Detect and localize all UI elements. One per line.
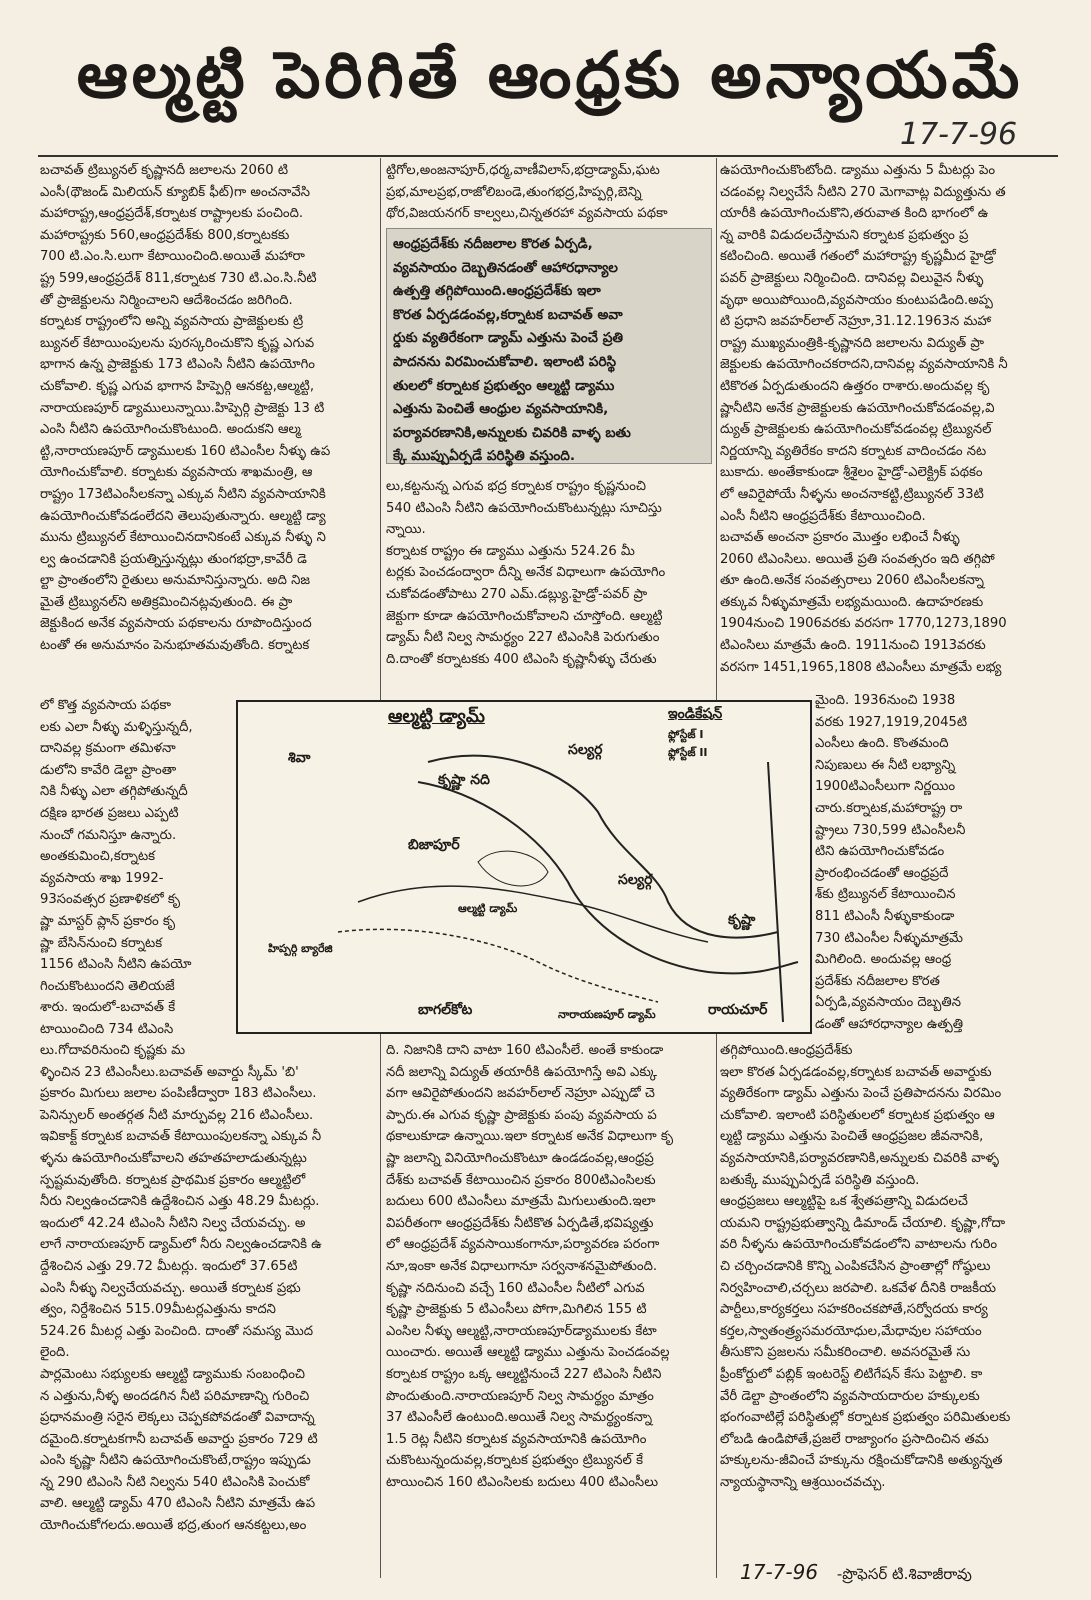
text-line: వరకు 1927,1919,2045టి: [815, 714, 968, 730]
text-line: నూ,ఇంకా అనేక విధాలుగానూ సర్వనాశనమైపోతుంది.: [386, 1258, 658, 1274]
text-line: వ్యవసాయానికి,పర్యావరణానికి,అన్నులకు చివరికి వాళ్ళ: [720, 1150, 1000, 1166]
text-line: ల్వ ఉంచడానికి ప్రయత్నిస్తున్నట్లు తుంగభద్రా,కావేరీ డె: [40, 551, 307, 567]
text-line: పాదనను విరమించుకోవాలి. ఇలాంటి పరిస్థి: [393, 353, 617, 370]
text-line: లో ఆవిరైపోయే నీళ్ళను అంచనాకట్టి,ట్రిబ్యునల్ 33టి: [720, 486, 984, 502]
text-line: 730 టిఎంసీల నీళ్ళుమాత్రమే: [815, 930, 963, 946]
text-line: ప్రదేశ్‌కు నదీజలాల కొరత: [815, 973, 940, 989]
text-line: ల్టా ప్రాంతంలోని రైతులు అనుమానిస్తున్నారు. అది నిజ: [40, 573, 310, 589]
text-line: లోబడి ఉండిపోతే,ప్రజలే రాజ్యాంగం ప్రసాదించిన తమ: [720, 1431, 989, 1447]
text-line: శ్‌కు ట్రిబ్యునల్ కేటాయించిన: [815, 887, 956, 903]
text-line: చి చర్చించడానికి కొన్ని ఎంపికచేసిన ప్రాంతాల్లో గోష్ఠులు: [720, 1258, 991, 1274]
text-line: వేరీ డెల్టా ప్రాంతంలోని వ్యవసాయదారుల హక్కులకు: [720, 1388, 980, 1404]
map-label: కృష్ణా: [728, 912, 756, 928]
text-line: వ్యవసాయం దెబ్బతినడంతో ఆహారధాన్యాల: [393, 259, 618, 276]
text-line: 93సంవత్సర ప్రణాళికలో కృ: [40, 892, 181, 908]
text-line: న్న వారికి విడుదలచేస్తామని కర్నాటక ప్రభుత్వం ప్ర: [720, 227, 969, 243]
text-line: పర్యావరణానికి,అన్నులకు చివరికి వాళ్ళ బతు: [393, 424, 631, 441]
text-line: తగ్గిపోయింది.ఆంధ్రప్రదేశ్‌కు: [720, 1043, 853, 1058]
text-line: న్నాయి.: [386, 522, 426, 538]
text-line: శారు. ఇందులో-బచావత్ కే: [40, 1000, 176, 1016]
text-line: పెనిన్సులర్ అంతర్గత నీటి మార్పువల్ల 216 టిఎంసీలు.: [40, 1107, 314, 1123]
signature-date: 17-7-96: [740, 1560, 819, 1584]
text-line: ఇలా కొరత ఏర్పడడంవల్ల,కర్నాటక బచావత్ అవార్డుకు: [720, 1064, 992, 1080]
text-line: నుంచో గమనిస్తూ ఉన్నారు.: [40, 827, 177, 843]
text-line: దమైంది.కర్నాటకగానీ బచావత్ అవార్డు ప్రకారం 729 టి: [40, 1431, 318, 1447]
boundary: [338, 929, 658, 1002]
text-line: చుకోవాలి. కృష్ణ ఎగువ భాగాన హిప్పెర్గి ఆనకట్ట,ఆల్మట్టి,: [40, 378, 315, 394]
text-line: 1156 టిఎంసి నీటిని ఉపయో: [40, 957, 192, 973]
text-line: లో కొత్త వ్యవసాయ పథకా: [40, 698, 171, 713]
text-line: ఎత్తును పెంచితే ఆంధ్రుల వ్యవసాయానికి,: [393, 401, 609, 418]
text-line: ప్రీంకోర్టులో పబ్లిక్ ఇంటరెస్ట్ లిటిగేషన్ కేసు పెట్టాలి. కా: [720, 1366, 983, 1382]
map-label: రాయచూర్: [708, 1002, 768, 1018]
text-line: ఎంసీలు ఉంది. కొంతమంది: [815, 736, 949, 752]
text-line: మహారాష్ట్రకు 560,ఆంధ్రప్రదేశ్‌కు 800,కర్నాటకకు: [40, 227, 290, 243]
text-line: తులలో కర్నాటక ప్రభుత్వం ఆల్మట్టి డ్యాము: [393, 377, 615, 394]
text-line: ఎంసి నీళ్ళు నిల్వచేయవచ్చు. అయితే కర్నాటక ప్రభు: [40, 1280, 301, 1296]
column-3-bottom: [720, 1040, 1056, 1490]
text-line: న ఎత్తును,నీళ్ళ అందడగిన నీటి పరిమాణాన్ని గురించి: [40, 1388, 310, 1404]
map-label: సల్యర్గ: [568, 742, 603, 758]
map-drawing: [238, 702, 810, 1032]
text-line: కృష్ణా ప్రాజెక్టుకు 5 టిఎంసీలు పోగా,మిగిలిన 155 టి: [386, 1302, 647, 1318]
text-line: దానివల్ల క్రమంగా తమిళనా: [40, 741, 176, 757]
map-label: బిజాపూర్: [408, 837, 460, 853]
text-line: ఆంధ్రప్రజలు ఆల్మట్టిపై ఒక శ్వేతపత్రాన్ని విడుదలచే: [720, 1194, 968, 1210]
text-line: వరి నీళ్ళను ఉపయోగించుకోవడంలోని వాటాలను గురిం: [720, 1237, 998, 1253]
text-line: వరసగా 1451,1965,1808 టిఎంసీలు మాత్రమే లభ్య: [720, 659, 1002, 675]
text-line: ఎంసి నీటిని ఉపయోగించుకొంటుంది. అందుకని ఆల్మ: [40, 422, 301, 438]
author: -ప్రొఫెసర్ టి.శివాజీరావు: [836, 1565, 972, 1583]
text-line: టాయించింది 734 టిఎంసి: [40, 1021, 174, 1037]
text-line: ళ్ళను ఉపయోగించుకోవాలని తహతహలాడుతున్నట్లు: [40, 1150, 307, 1166]
column-1-bottom: [40, 1040, 378, 1580]
text-line: 37 టిఎంసీలే ఉంటుంది.అయితే నిల్వ సామర్థ్యంకన్నా: [386, 1410, 653, 1426]
column-3-mid: [815, 690, 1055, 1035]
text-line: వ్యతిరేకంగా డ్యామ్ ఎత్తును పెంచే ప్రతిపాదనను విరమిం: [720, 1086, 1002, 1102]
text-line: గించుకొంటుందని తెలియజే: [40, 978, 175, 994]
river-branch: [358, 886, 708, 942]
column-2-bottom: [386, 1040, 712, 1580]
text-line: ప్పారు.ఈ ఎగువ కృష్ణా ప్రాజెక్టుకు పంపు వ్యవసాయ ప: [386, 1107, 657, 1123]
text-line: థకాలుకూడా ఉన్నాయి.ఇలా కర్నాటక అనేక విధాలుగా కృ: [386, 1129, 673, 1145]
text-line: న్యాయస్థానాన్ని ఆశ్రయించవచ్చు.: [720, 1474, 886, 1490]
text-line: ఎంసీ నీటిని ఆంధ్రప్రదేశ్‌కు కేటాయించింది.: [720, 508, 926, 524]
text-line: ఎంసిల నీళ్ళు ఆల్మట్టి,నారాయణపూర్‌డ్యాములకు కేటా: [386, 1323, 657, 1339]
map-legend-title: ఇండికేషన్: [668, 706, 723, 722]
text-line: టంతో ఈ అనుమానం పెనుభూతమవుతోంది. కర్నాటక: [40, 638, 310, 654]
text-line: భాగాన ఉన్న ప్రాజెక్టుకు 173 టిఎంసి నీటిని ఉపయోగిం: [40, 357, 315, 373]
text-line: ష్ట్ర 599,ఆంధ్రప్రదేశ్ 811,కర్నాటక 730 టి.ఎం.సి.నీటి: [40, 270, 317, 286]
text-line: లాగే నారాయణపూర్ డ్యామ్‌లో నీరు నిల్వఉంచడానికి ఉ: [40, 1237, 322, 1253]
text-line: ఉపయోగించుకొంటోంది. డ్యాము ఎత్తును 5 మీటర్లు పెం: [720, 163, 995, 178]
text-line: త్వం, నిర్దేశించిన 515.09మీటర్లఎత్తును కాదని: [40, 1302, 276, 1318]
text-line: ఆంధ్రప్రదేశ్‌కు నదీజలాల కొరత ఏర్పడి,: [393, 236, 593, 252]
text-line: వాలి. ఆల్మట్టి డ్యామ్ 470 టిఎంసి నీటిని మాత్రమే ఉప: [40, 1496, 316, 1512]
text-line: 700 టి.ఎం.సి.లుగా కేటాయించింది.అయితే మహారా: [40, 249, 305, 265]
text-line: బుకాదు. అంతేకాకుండా శ్రీశైలం హైడ్రో-ఎలెక్ట్రిక్ పథకం: [720, 465, 983, 481]
text-line: చుకోవాలి. ఇలాంటి పరిస్థితులలో కర్నాటక ప్రభుత్వం ఆ: [720, 1107, 995, 1123]
text-line: ళ్ళించిన 23 టిఎంసీలు.బచావత్ అవార్డు స్కీమ్ 'బి': [40, 1064, 299, 1080]
map-label: నారాయణపూర్ డ్యామ్: [558, 1008, 656, 1021]
text-line: స్పష్టమవుతోంది. కర్నాటక ప్రాథమిక ప్రకారం ఆల్మట్టిలో: [40, 1172, 306, 1188]
text-line: చుకోవడంతోపాటు 270 ఎమ్.డబ్ల్యు.హైడ్రో-పవర్ ప్రా: [386, 586, 648, 602]
text-line: యమని రాష్ట్రప్రభుత్వాన్ని డిమాండ్ చేయాలి. కృష్ణా,గోదా: [720, 1215, 1006, 1231]
text-line: వ్యవసాయ శాఖ 1992-: [40, 870, 164, 886]
text-line: ష్ణా జలాన్ని వినియోగించుకొంటూ ఉండడంవల్ల,ఆంధ్రప్ర: [386, 1150, 654, 1166]
map-title: ఆల్మట్టి డ్యామ్: [388, 706, 485, 727]
text-line: నిపుణులు ఈ నీటి లభ్యాన్ని: [815, 757, 956, 773]
map-legend-item: ఫ్లోస్టేజ్ II: [668, 746, 708, 759]
text-line: కర్నాటక రాష్ట్రంలోని అన్ని వ్యవసాయ ప్రాజెక్టులకు ట్రి: [40, 314, 304, 330]
text-line: టాయించిన 160 టిఎంసిలకు బదులు 400 టిఎంసీలు: [386, 1474, 659, 1490]
text-line: టిని ఉపయోగించుకోవడం: [815, 844, 945, 860]
text-line: భంగంవాటిల్లే పరిస్థితుల్లో కర్నాటక ప్రభుత్వం పరిమితులకు: [720, 1410, 1011, 1426]
text-line: ప్రారంభించడంతో ఆంధ్రప్రదే: [815, 865, 949, 881]
text-line: మహారాష్ట్ర,ఆంధ్రప్రదేశ్,కర్నాటక రాష్ట్రాలకు పంచింది.: [40, 206, 304, 222]
text-line: యించారు. అయితే ఆల్మట్టి డ్యాము ఎత్తును పెంచడంవల్ల: [386, 1345, 670, 1361]
text-line: న్న 290 టిఎంసి నీటి నిల్వను 540 టిఎంసికి పెంచుకో: [40, 1474, 310, 1490]
text-line: జెక్టుగా కూడా ఉపయోగించుకోవాలని చూస్తోంది. ఆల్మట్టి: [386, 608, 663, 624]
text-line: టర్లకు పెంచడంద్వారా దీన్ని అనేక విధాలుగా ఉపయోగిం: [386, 565, 666, 581]
text-line: మైంది. 1936నుంచి 1938: [815, 693, 956, 708]
text-line: నదీ జలాన్ని విద్యుత్ తయారీకి ఉపయోగిస్తే అవి ఎక్కు: [386, 1064, 658, 1080]
text-line: దక్షిణ భారత ప్రజలు ఎప్పటి: [40, 805, 179, 821]
text-line: ష్ణానీటిని అనేక ప్రాజెక్టులకు ఉపయోగించుకోవడంవల్ల,వి: [720, 400, 995, 416]
text-line: నికి నీళ్ళు ఎలా తగ్గిపోతున్నదీ: [40, 784, 188, 800]
text-line: ర్డుకు వ్యతిరేకంగా డ్యామ్ ఎత్తును పెంచే ప్రతి: [393, 330, 624, 347]
text-line: 811 టిఎంసీ నీళ్ళుకాకుండా: [815, 908, 955, 924]
text-line: 2060 టిఎంసిలు. అయితే ప్రతి సంవత్సరం ఇది తగ్గిపో: [720, 551, 995, 567]
text-line: కర్నాటక రాష్ట్రం ఒక్క ఆల్మట్టినుంచే 227 టిఎంసి నీటిని: [386, 1366, 662, 1382]
text-line: ష్ణా బేసిన్‌నుంచి కర్నాటక: [40, 935, 163, 951]
text-line: డులోని కావేరి డెల్టా ప్రాంతా: [40, 762, 177, 778]
text-line: తూ ఉంది.అనేక సంవత్సరాలు 2060 టిఎంసీలకన్నా: [720, 573, 984, 589]
text-line: టికొరత ఏర్పడుతుందని ఉత్తరం రాశారు.అందువల్ల కృ: [720, 378, 990, 394]
text-line: కృష్ణా నదినుంచి వచ్చే 160 టిఎంసీల నీటిలో ఎగువ: [386, 1280, 645, 1296]
text-line: కటించింది. అయితే గతంలో మహారాష్ట్ర కృష్ణమీద హైడ్రో: [720, 249, 996, 265]
text-line: ప్రభ,మాలప్రభ,రాజోలిబండె,తుంగభద్ర,హిప్పర్గి,బెన్ని: [386, 184, 642, 200]
map-label: హిప్పర్గి బ్యారేజి: [268, 942, 333, 955]
text-line: లకు ఎలా నీళ్ళు మళ్ళిస్తున్నదీ,: [40, 719, 193, 735]
text-line: ష్ణా మాస్టర్ ప్లాన్ ప్రకారం కృ: [40, 913, 176, 929]
signature: [740, 1560, 972, 1587]
map-legend-item: ఫ్లోస్టేజ్ I: [668, 728, 704, 741]
text-line: ష్ట్రాలు 730,599 టిఎంసీలనీ: [815, 822, 966, 838]
text-line: హక్కులను-జీవించే హక్కును రక్షించుకోడానికి అత్యున్నత: [720, 1453, 1003, 1469]
text-line: జెక్టులకు ఉపయోగించకరాదని,దానివల్ల వ్యవసాయానికి నీ: [720, 357, 1008, 373]
text-line: నీరు నిల్వఉంచడానికి ఉద్దేశించిన ఎత్తు 48.29 మీటర్లు.: [40, 1194, 320, 1210]
text-line: 1900టిఎంసీలుగా నిర్ణయిం: [815, 779, 956, 795]
column-2-top: [386, 160, 712, 225]
text-line: తక్కువ నీళ్ళుమాత్రమే లభ్యమయింది. ఉదాహరణకు: [720, 594, 984, 610]
text-line: బచావత్ అంచనా ప్రకారం మొత్తం లభించే నీళ్ళు: [720, 530, 960, 546]
text-line: బతుక్కే ముప్పుఏర్పడే పరిస్థితి వస్తుంది.: [720, 1172, 920, 1188]
railway: [768, 762, 783, 1022]
column-3-top: [720, 160, 1056, 690]
text-line: లో ఆంధ్రప్రదేశ్ వ్యవసాయికంగానూ,పర్యావరణ పరంగా: [386, 1237, 660, 1253]
text-line: ద్యుత్ ప్రాజెక్టులకు ఉపయోగించుకోవడంవల్ల ట్రిబ్యునల్: [720, 422, 992, 438]
text-line: చడంవల్ల నిల్వచేసే నీటిని 270 మెగావాట్ల విద్యుత్తును త: [720, 184, 1006, 200]
text-line: ద్దేశించిన ఎత్తు 29.72 మీటర్లు. ఇందులో 37.65టి: [40, 1258, 298, 1274]
text-line: జెక్టుకింద అనేక వ్యవసాయ పథకాలను రూపొందిస్తుంద: [40, 616, 312, 632]
text-line: ఉపయోగించుకోవడంలేదని తెలుపుతున్నారు. ఆల్మట్టి డ్యా: [40, 508, 326, 524]
text-line: ప్రకారం మిగులు జలాల పంపిణీద్వారా 183 టిఎంసీలు.: [40, 1086, 317, 1102]
text-line: పవర్ ప్రాజెక్టులు నిర్మించింది. దానివల్ల విలువైన నీళ్ళు: [720, 270, 984, 286]
text-line: ఇందులో 42.24 టిఎంసి నీటిని నిల్వ చేయవచ్చు. అ: [40, 1215, 306, 1231]
text-line: లైంది.: [40, 1345, 70, 1361]
text-line: పొందుతుంది.నారాయణపూర్ నిల్వ సామర్థ్యం మాత్రం: [386, 1388, 654, 1404]
text-line: లు,కట్టనున్న ఎగువ భద్ర కర్నాటక రాష్ట్రం కృష్ణనుంచి: [386, 479, 647, 494]
text-line: చారు.కర్నాటక,మహారాష్ట్ర రా: [815, 800, 963, 816]
map-label: కృష్ణా నది: [438, 772, 490, 788]
text-line: కర్తల,స్వాతంత్ర్యసమరయోధుల,మేధావుల సహాయం: [720, 1323, 982, 1339]
text-line: వృథా అయిపోయింది,వ్యవసాయం కుంటుపడింది.అప్ప: [720, 292, 993, 308]
text-line: వగా ఆవిరైపోతుందని జవహర్‌లాల్ నెహ్రూ ఎప్పుడో చె: [386, 1086, 655, 1102]
text-line: యోగించుకోగలదు.అయితే భద్ర,తుంగ ఆనకట్టలు,అం: [40, 1518, 307, 1534]
text-line: కొరత ఏర్పడడంవల్ల,కర్నాటక బచావత్ అవా: [393, 306, 623, 323]
map-label: బాగల్‌కోట: [418, 1002, 473, 1018]
map-label: ఆల్మట్టి డ్యామ్: [458, 902, 518, 915]
text-line: 1.5 రెట్ల నీటిని కర్నాటక వ్యవసాయానికి ఉపయోగిం: [386, 1431, 647, 1447]
dam-map: [236, 700, 812, 1034]
divider: [38, 155, 1058, 157]
text-line: ప్రధానమంత్రి సరైన లెక్కలు చెప్పకపోవడంతో వివాదాన్న: [40, 1410, 315, 1426]
highlight-box: [386, 228, 712, 464]
text-line: ఎంసి కృష్ణా నీటిని ఉపయోగించుకొంటే,రాష్ట్రం ఇప్పుడు: [40, 1453, 311, 1469]
text-line: క్కే ముప్పుఏర్పడే పరిస్థితి వస్తుంది.: [393, 448, 576, 465]
text-line: టిఎంసిలు మాత్రమే ఉంది. 1911నుంచి 1913వరకు: [720, 638, 986, 654]
text-line: యారీకి ఉపయోగించుకొని,తరువాత కింది భాగంలో ఉ: [720, 206, 989, 222]
text-line: ట్టిగోల,అంజనాపూర్,ధర్మ,వాణీవిలాస్,భద్రాడ్యామ్,ఘట: [386, 163, 660, 178]
text-line: చుకొంటున్నందువల్ల,కర్నాటక ప్రభుత్వం ట్రిబ్యునల్ కే: [386, 1453, 643, 1469]
text-line: దేశ్‌కు బచావత్ కేటాయించిన ప్రకారం 800టిఎంసిలకు: [386, 1172, 656, 1188]
text-line: నిర్వహించాలి,చర్చలు జరపాలి. ఒకవేళ దీనికి రాజకీయ: [720, 1280, 996, 1296]
text-line: ఇవికాక్ట్ కర్నాటక బచావత్ కేటాయింపులకన్నా ఎక్కువ నీ: [40, 1129, 322, 1145]
map-label: శివా: [288, 750, 311, 766]
text-line: విపరీతంగా ఆంధ్రప్రదేశ్‌కు నీటికొత ఏర్పడితే,భవిష్యత్తు: [386, 1215, 654, 1231]
text-line: డ్యామ్ నీటి నిల్వ సామర్థ్యం 227 టిఎంసికి పెరుగుతుం: [386, 630, 660, 646]
text-line: బదులు 600 టిఎంసీలు మాత్రమే మిగులుతుంది.ఇలా: [386, 1194, 656, 1210]
text-line: నిర్ణయాన్ని వ్యతిరేకం కాదని కర్నాటక వాదించడం నట: [720, 443, 987, 459]
text-line: అంతకుమించి,కర్నాటక: [40, 849, 156, 865]
text-line: ది.దాంతో కర్నాటకకు 400 టిఎంసి కృష్ణానీళ్ళు చేరుతు: [386, 651, 657, 667]
text-line: పార్లమెంటు సభ్యులకు ఆల్మట్టి డ్యాముకు సంబంధించి: [40, 1366, 305, 1382]
text-line: డంతో ఆహారధాన్యాల ఉత్పత్తి: [815, 1016, 964, 1032]
text-line: లు.గోదావరినుంచి కృష్ణకు మ: [40, 1043, 186, 1058]
text-line: ఎంసీ(థౌజండ్ మిలియన్ క్యూబిక్ ఫీట్)గా అంచనావేసి: [40, 184, 310, 200]
text-line: ట్టి,నారాయణపూర్ డ్యాములకు 160 టిఎంసీల నీళ్ళు ఉప: [40, 443, 331, 459]
text-line: ఏర్పడి,వ్యవసాయం దెబ్బతిన: [815, 995, 961, 1011]
text-line: ఉత్పత్తి తగ్గిపోయింది.ఆంధ్రప్రదేశ్‌కు ఇలా: [393, 283, 601, 300]
column-2-mid: [386, 476, 712, 686]
map-label: సల్యర్గ: [618, 872, 653, 888]
river-branch: [418, 782, 798, 973]
text-line: ది. నిజానికి దాని వాటా 160 టిఎంసీలే. అంతే కాకుండా: [386, 1043, 664, 1058]
text-line: టి ప్రధాని జవహర్‌లాల్ నెహ్రూ,31.12.1963న మహా: [720, 314, 992, 330]
text-line: యోగించుకోవాలి. కర్నాటకు వ్యవసాయ శాఖమంత్రి, ఆ: [40, 465, 313, 481]
headline: ఆల్మట్టి పెరిగితే ఆంధ్రకు అన్యాయమే: [76, 39, 1024, 113]
text-line: థోర,విజయనగర్ కాల్వలు,చిన్నతరహా వ్యవసాయ పథకా: [386, 206, 668, 222]
handwritten-date: 17-7-96: [900, 117, 1018, 152]
text-line: నారాయణపూర్ డ్యాములున్నాయి.హిప్పెర్గి ప్రాజెక్టు 13 టి: [40, 400, 325, 416]
text-line: పార్టీలు,కార్యకర్తలు సహకరించకపోతే,సర్వోదయ కార్య: [720, 1302, 988, 1318]
text-line: 524.26 మీటర్ల ఎత్తు పెంచింది. దాంతో సమస్య మొద: [40, 1323, 314, 1339]
text-line: 540 టిఎంసి నీటిని ఉపయోగించుకొంటున్నట్లు సూచిస్తు: [386, 500, 662, 516]
text-line: తీసుకొని ప్రజలను సమీకరించాలి. అవసరమైతే సు: [720, 1345, 971, 1361]
text-line: 1904నుంచి 1906వరకు వరసగా 1770,1273,1890: [720, 616, 1007, 632]
text-line: మును ట్రిబ్యునల్ కేటాయించినదానికంటే ఎక్కువ నీళ్ళు ని: [40, 530, 326, 546]
text-line: రాష్ట్ర ముఖ్యమంత్రికి-కృష్ణానది జలాలను విద్యుత్ ప్రా: [720, 335, 984, 351]
reservoir: [478, 851, 548, 886]
text-line: బ్యునల్ కేటాయింపులను పురస్కరించుకొని కృష్ణ ఎగువ: [40, 335, 315, 351]
column-1-top: [40, 160, 375, 695]
text-line: ల్మట్టి డ్యాము ఎత్తును పెంచితే ఆంధ్రప్రజల జీవనానికి,: [720, 1129, 984, 1145]
text-line: రాష్ట్రం 173టిఎంసీలకన్నా ఎక్కువ నీటిని వ్యవసాయానికి: [40, 486, 326, 502]
text-line: మిగిలింది. అందువల్ల ఆంధ్ర: [815, 952, 952, 968]
text-line: తో ప్రాజెక్టులను నిర్మించాలని ఆదేశించడం జరిగింది.: [40, 292, 293, 308]
column-1-mid: [40, 695, 228, 1035]
text-line: కర్నాటక రాష్ట్రం ఈ డ్యాము ఎత్తును 524.26 మీ: [386, 543, 635, 559]
text-line: బచావత్ ట్రిబ్యునల్ కృష్ణానదీ జలాలను 2060 టి: [40, 163, 289, 178]
text-line: మైతే ట్రిబ్యునల్‌ని అతిక్రమించినట్లవుతుంది. ఈ ప్రా: [40, 594, 293, 610]
